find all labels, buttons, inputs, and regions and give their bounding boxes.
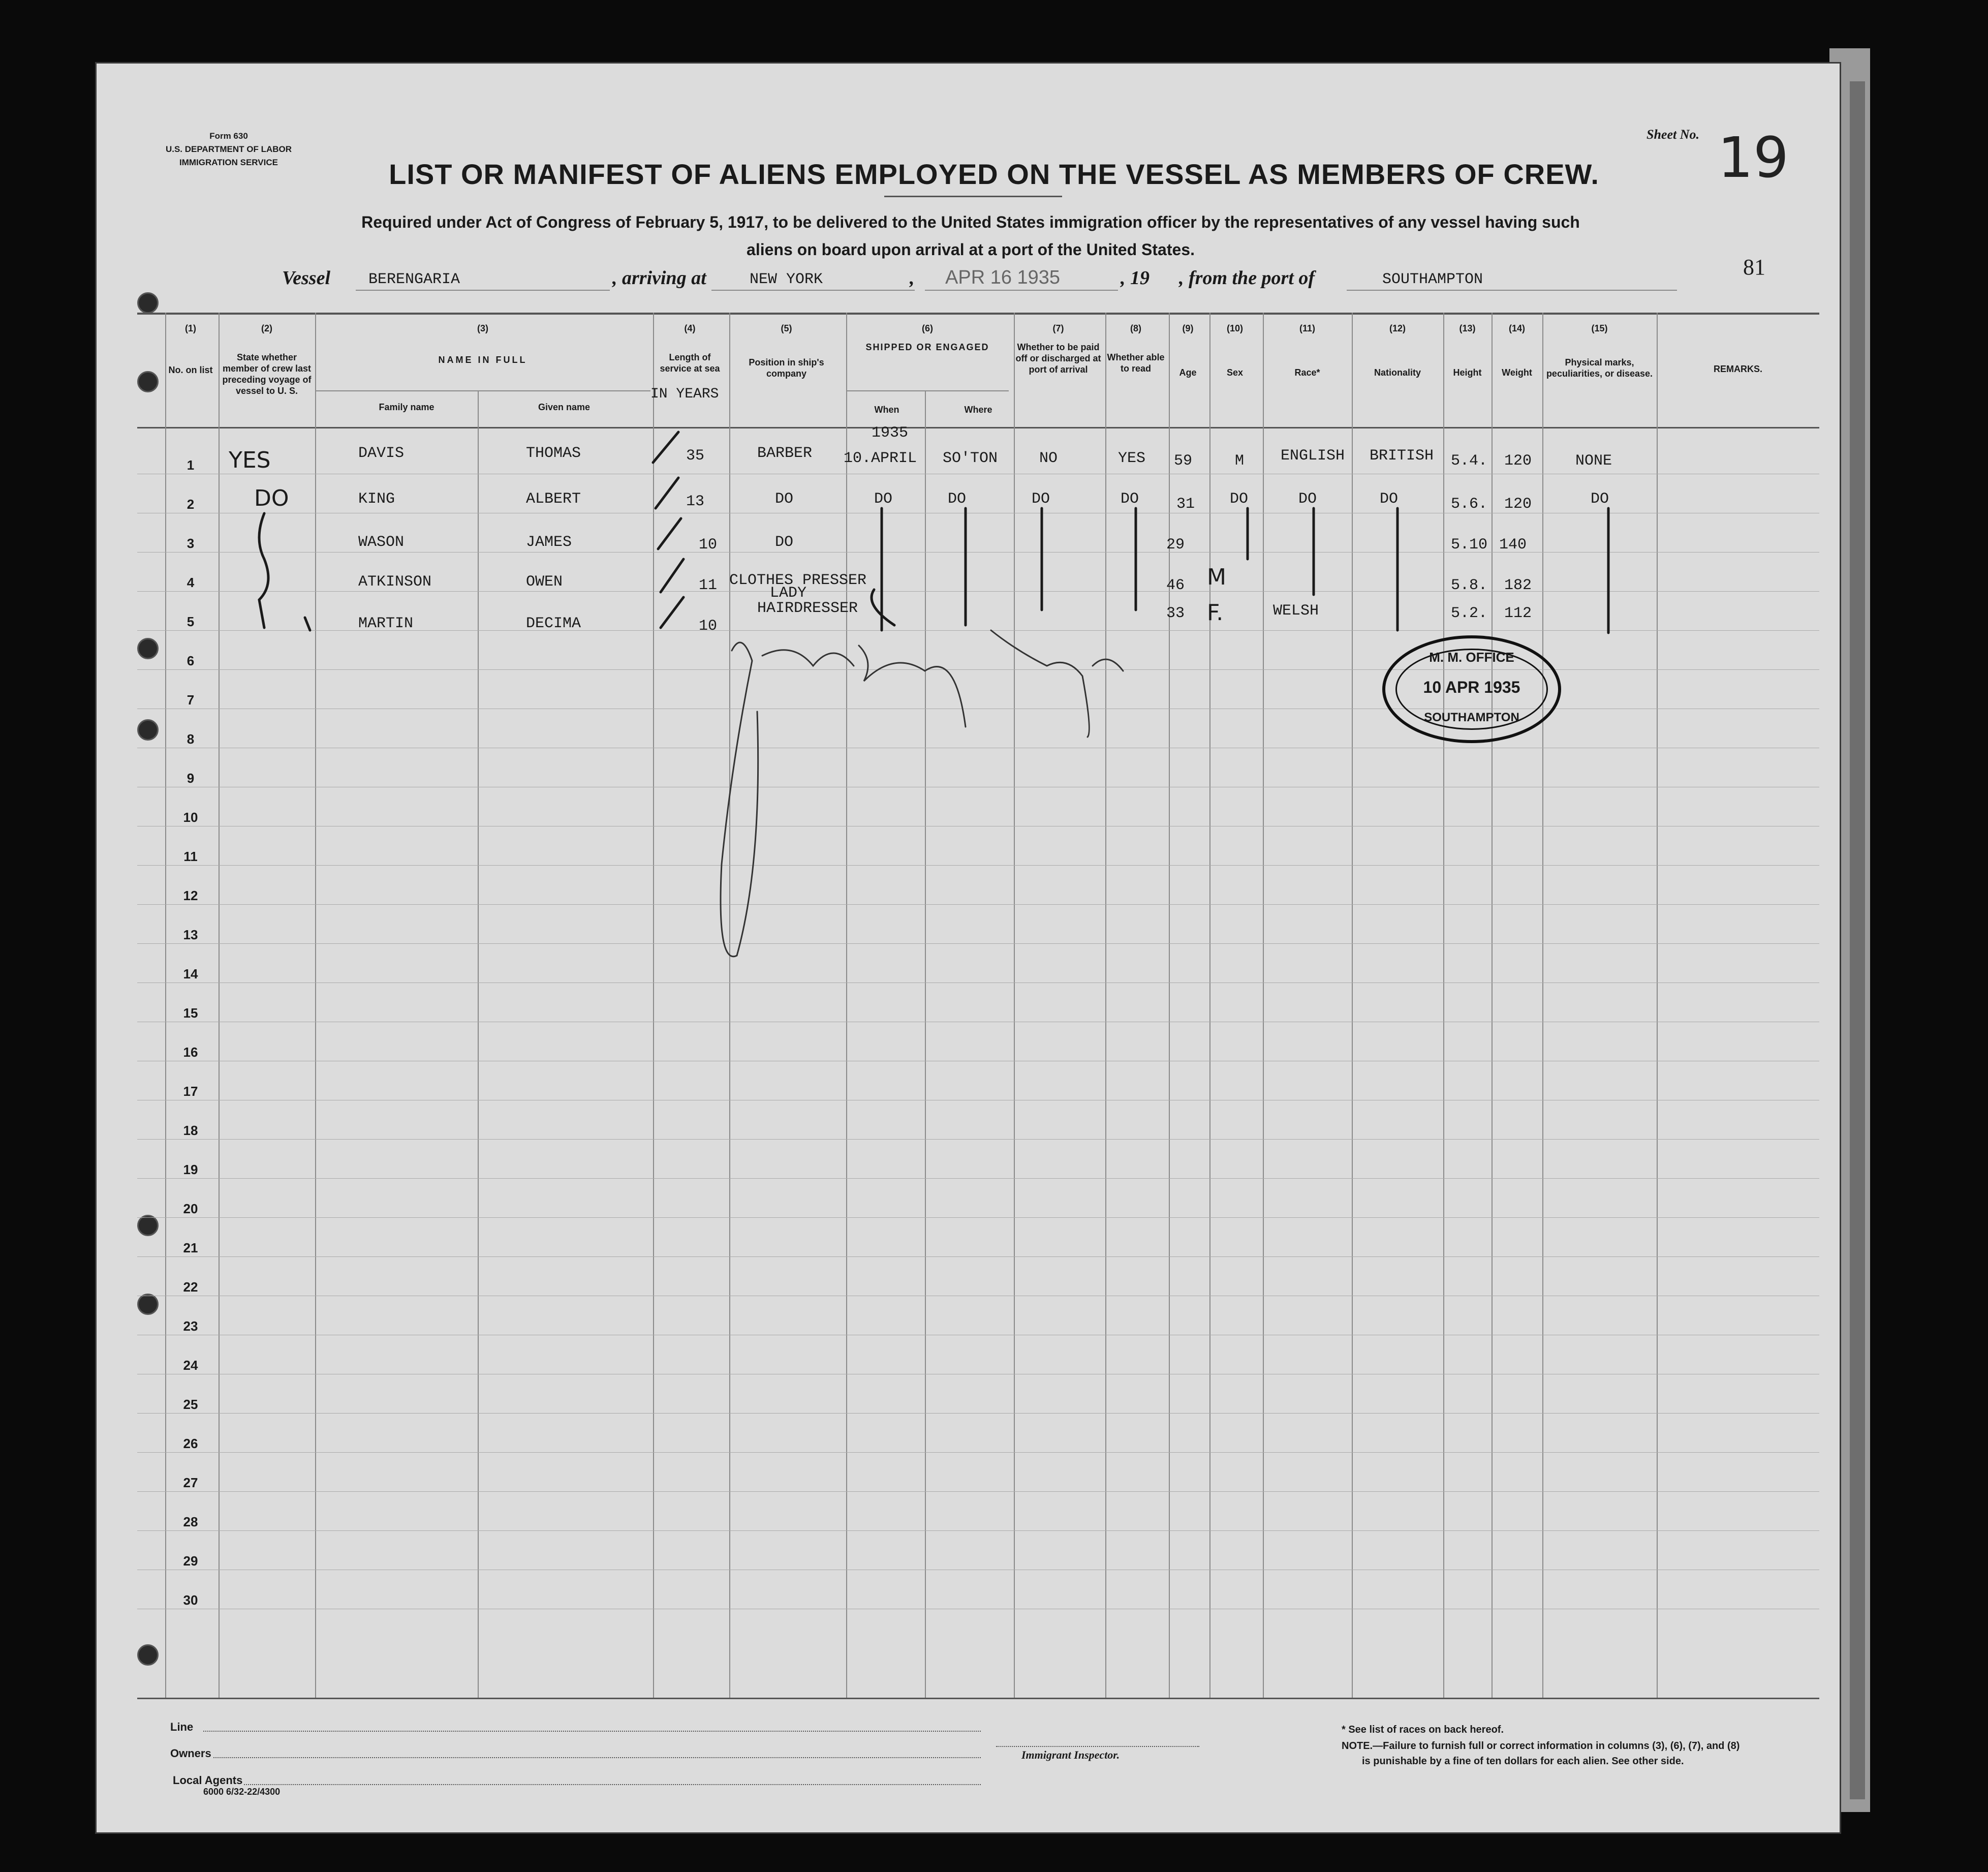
row-2-able-to-read: DO xyxy=(1121,490,1139,508)
sheet-number-label: Sheet No. xyxy=(1647,127,1699,142)
row-1-age: 59 xyxy=(1174,452,1193,470)
row-2-position: DO xyxy=(775,490,794,508)
row-2-age: 31 xyxy=(1176,496,1195,513)
row-number: 27 xyxy=(183,1475,198,1490)
row-number: 29 xyxy=(183,1553,198,1569)
ditto-stroke xyxy=(305,618,310,630)
family-name-subheader: Family name xyxy=(379,402,434,412)
row-4-position: CLOTHES PRESSER xyxy=(729,572,867,589)
row-5-position: HAIRDRESSER xyxy=(757,600,858,617)
col-15-number: (15) xyxy=(1591,323,1608,333)
row-2-family-name: KING xyxy=(358,490,395,508)
col-3-number: (3) xyxy=(477,323,488,333)
row-1-race: ENGLISH xyxy=(1281,447,1345,465)
col-3-title: NAME IN FULL xyxy=(438,355,527,365)
row-number: 25 xyxy=(183,1397,198,1412)
row-number: 3 xyxy=(187,536,195,551)
row-4-age: 46 xyxy=(1166,577,1185,594)
row-1-physical-marks: NONE xyxy=(1575,452,1612,470)
subtitle-line-2: aliens on board upon arrival at a port of the United States. xyxy=(747,240,1195,259)
row-2-height: 5.6. xyxy=(1451,496,1488,513)
row-number: 8 xyxy=(187,731,195,747)
row-1-shipped-year: 1935 xyxy=(872,424,909,442)
arriving-label: , arriving at xyxy=(612,267,706,289)
row-2-physical-marks: DO xyxy=(1591,490,1609,508)
col-7-number: (7) xyxy=(1052,323,1064,333)
row-4-weight: 182 xyxy=(1504,577,1532,594)
from-port: SOUTHAMPTON xyxy=(1382,271,1483,288)
col-4-title: Length of service at sea xyxy=(660,352,720,374)
line-label: Line xyxy=(170,1721,194,1733)
row-1-shipped-where: SO'TON xyxy=(943,450,998,467)
row-number: 7 xyxy=(187,692,195,708)
row-5-service-years: 10 xyxy=(699,618,718,635)
arriving-port: NEW YORK xyxy=(750,271,823,288)
col-2-title: State whether member of crew last preceding voyage of vessel to U. S. xyxy=(222,352,312,396)
row-number: 12 xyxy=(183,888,198,903)
col-6-title: SHIPPED OR ENGAGED xyxy=(865,342,989,352)
tally-mark xyxy=(653,432,678,463)
remarks-header: REMARKS. xyxy=(1713,364,1762,374)
from-port-label: , from the port of xyxy=(1179,267,1315,289)
row-2-paid-off: DO xyxy=(1032,490,1050,508)
row-5-height: 5.2. xyxy=(1451,605,1488,622)
row-number: 23 xyxy=(183,1318,198,1334)
ditto-stroke xyxy=(259,513,268,628)
page-number: 81 xyxy=(1743,255,1765,280)
row-1-weight: 120 xyxy=(1504,452,1532,470)
row-1-previous-voyage: YES xyxy=(229,447,271,473)
row-3-service-years: 10 xyxy=(699,536,718,554)
row-1-family-name: DAVIS xyxy=(358,445,405,462)
row-2-shipped-when: DO xyxy=(874,490,893,508)
row-3-position: DO xyxy=(775,534,794,551)
row-2-weight: 120 xyxy=(1504,496,1532,513)
vessel-label: Vessel xyxy=(282,267,330,289)
service-unit-note: IN YEARS xyxy=(650,386,719,402)
row-2-previous-voyage: DO xyxy=(254,485,289,511)
line-field xyxy=(203,1731,981,1733)
subtitle-line-1: Required under Act of Congress of February 5, 1917, to be delivered to the United States immigration officer by the representatives of any vessel having such xyxy=(361,213,1580,231)
row-4-sex: M xyxy=(1207,564,1226,590)
row-2-race: DO xyxy=(1298,490,1317,508)
row-1-height: 5.4. xyxy=(1451,452,1488,470)
row-1-paid-off: NO xyxy=(1039,450,1058,467)
row-1-shipped-when: 10.APRIL xyxy=(844,450,917,467)
when-subheader: When xyxy=(874,405,899,415)
row-number: 18 xyxy=(183,1123,198,1138)
row-number: 6 xyxy=(187,653,195,668)
row-5-given-name: DECIMA xyxy=(526,615,581,632)
row-3-weight: 140 xyxy=(1499,536,1527,554)
immigrant-inspector-label: Immigrant Inspector. xyxy=(1021,1748,1120,1761)
col-13-number: (13) xyxy=(1459,323,1476,333)
given-name-subheader: Given name xyxy=(538,402,591,412)
row-2-given-name: ALBERT xyxy=(526,490,581,508)
row-number: 13 xyxy=(183,927,198,942)
tally-mark xyxy=(661,597,684,628)
row-number: 19 xyxy=(183,1162,198,1177)
arriving-comma: , xyxy=(910,267,915,289)
row-number: 20 xyxy=(183,1201,198,1216)
penalty-note-line-2: is punishable by a fine of ten dollars for each alien. See other side. xyxy=(1362,1756,1684,1767)
col-6-number: (6) xyxy=(922,323,933,333)
row-2-shipped-where: DO xyxy=(948,490,967,508)
tally-mark xyxy=(661,559,684,592)
row-number: 14 xyxy=(183,966,198,981)
row-number: 30 xyxy=(183,1592,198,1608)
row-2-sex: DO xyxy=(1230,490,1249,508)
col-2-number: (2) xyxy=(261,323,272,333)
col-9-title: Age xyxy=(1179,367,1197,378)
department: U.S. DEPARTMENT OF LABOR xyxy=(165,144,292,154)
col-11-title: Race* xyxy=(1294,367,1320,378)
col-8-number: (8) xyxy=(1130,323,1141,333)
col-12-number: (12) xyxy=(1389,323,1406,333)
col-9-number: (9) xyxy=(1182,323,1194,333)
row-number: 9 xyxy=(187,771,195,786)
row-5-sex: F. xyxy=(1207,600,1224,626)
vessel-name: BERENGARIA xyxy=(368,271,460,288)
row-5-family-name: MARTIN xyxy=(358,615,414,632)
arrival-date-stamp: APR 16 1935 xyxy=(945,267,1061,288)
stamp-bottom-text: SOUTHAMPTON xyxy=(1424,711,1519,724)
col-1-title: No. on list xyxy=(168,365,213,375)
row-1-able-to-read: YES xyxy=(1118,450,1146,467)
row-1-nationality: BRITISH xyxy=(1370,447,1434,465)
row-1-service-years: 35 xyxy=(686,447,705,465)
col-13-title: Height xyxy=(1453,367,1482,378)
row-number: 22 xyxy=(183,1279,198,1295)
col-12-title: Nationality xyxy=(1374,367,1421,378)
agents-field xyxy=(244,1784,981,1786)
owners-label: Owners xyxy=(170,1747,211,1760)
service: IMMIGRATION SERVICE xyxy=(179,158,278,167)
row-5-race: WELSH xyxy=(1273,602,1319,620)
col-8-title: Whether able to read xyxy=(1107,352,1165,374)
row-number: 2 xyxy=(187,497,195,512)
row-2-service-years: 13 xyxy=(686,493,705,510)
row-3-given-name: JAMES xyxy=(526,534,572,551)
inspector-signature-field xyxy=(996,1746,1199,1748)
row-4-family-name: ATKINSON xyxy=(358,573,432,591)
tally-mark xyxy=(656,478,678,508)
row-1-given-name: THOMAS xyxy=(526,445,581,462)
races-note: * See list of races on back hereof. xyxy=(1342,1724,1504,1735)
sheet-number-value: 19 xyxy=(1718,125,1789,190)
col-10-number: (10) xyxy=(1226,323,1243,333)
row-number: 26 xyxy=(183,1436,198,1451)
tally-mark xyxy=(658,518,681,549)
col-14-title: Weight xyxy=(1502,367,1532,378)
col-1-number: (1) xyxy=(185,323,196,333)
row-4-service-years: 11 xyxy=(699,577,718,594)
col-5-title: Position in ship's company xyxy=(749,357,824,379)
stamp-top-text: M. M. OFFICE xyxy=(1429,650,1514,665)
row-number: 24 xyxy=(183,1358,198,1373)
row-3-height: 5.10 xyxy=(1451,536,1488,554)
row-number: 10 xyxy=(183,810,198,825)
stamp-date: 10 APR 1935 xyxy=(1423,678,1520,696)
row-number: 28 xyxy=(183,1514,198,1529)
penalty-note-line-1: NOTE.—Failure to furnish full or correct information in columns (3), (6), (7), and (8) xyxy=(1342,1740,1740,1752)
row-1-position: BARBER xyxy=(757,445,813,462)
year-label: , 19 xyxy=(1121,267,1150,289)
row-number: 16 xyxy=(183,1045,198,1060)
row-number: 11 xyxy=(183,849,198,864)
col-10-title: Sex xyxy=(1226,367,1244,378)
col-5-number: (5) xyxy=(781,323,792,333)
col-14-number: (14) xyxy=(1508,323,1525,333)
col-7-title: Whether to be paid off or discharged at port of arrival xyxy=(1015,342,1101,375)
row-5-position-line-1: LADY xyxy=(770,585,807,602)
col-4-number: (4) xyxy=(684,323,696,333)
owners-field xyxy=(213,1757,981,1759)
row-number: 21 xyxy=(183,1240,198,1255)
row-5-age: 33 xyxy=(1166,605,1185,622)
mm-office-stamp xyxy=(1382,635,1561,743)
row-5-weight: 112 xyxy=(1504,605,1532,622)
signature-strokes xyxy=(721,630,1123,957)
row-4-height: 5.8. xyxy=(1451,577,1488,594)
row-number: 17 xyxy=(183,1084,198,1099)
row-1-sex: M xyxy=(1235,452,1245,470)
row-2-nationality: DO xyxy=(1380,490,1399,508)
local-agents-label: Local Agents xyxy=(173,1774,243,1787)
row-3-age: 29 xyxy=(1166,536,1185,554)
row-3-family-name: WASON xyxy=(358,534,405,551)
row-4-given-name: OWEN xyxy=(526,573,563,591)
row-number: 1 xyxy=(187,457,195,473)
form-title: LIST OR MANIFEST OF ALIENS EMPLOYED ON THE VESSEL AS MEMBERS OF CREW. xyxy=(389,158,1599,190)
row-number: 5 xyxy=(187,614,195,629)
where-subheader: Where xyxy=(964,405,992,415)
signature-text xyxy=(0,0,1,1)
row-number: 15 xyxy=(183,1005,198,1021)
form-number: Form 630 xyxy=(209,131,248,141)
col-15-title: Physical marks, peculiarities, or disease. xyxy=(1546,357,1653,379)
col-11-number: (11) xyxy=(1299,323,1316,333)
print-code: 6000 6/32-22/4300 xyxy=(203,1787,281,1797)
row-number: 4 xyxy=(187,575,195,590)
